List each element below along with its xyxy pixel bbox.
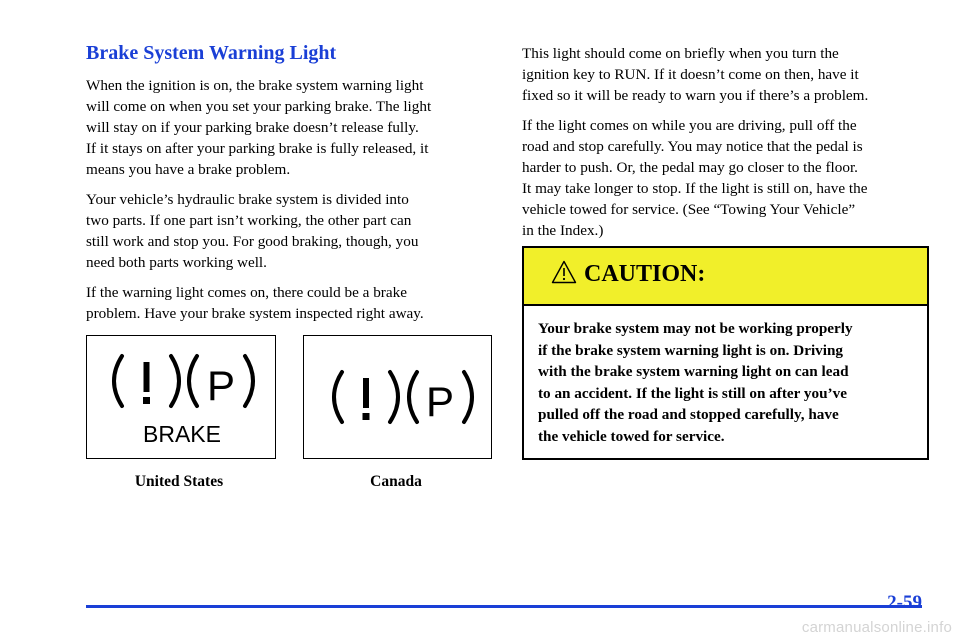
brake-label: BRAKE (143, 421, 221, 447)
footer-rule (86, 605, 922, 608)
caution-box (522, 246, 929, 460)
caution-title: CAUTION: (584, 261, 706, 287)
page-number: 2-59 (887, 592, 922, 613)
paragraph-driving: If the light comes on while you are driving, pull off the road and stop carefully. You may notice that the pedal is harder to push. Or, the pedal may go closer to the floor. It may take longer to stop. If the light is still on, have the vehicle towed for service. (See “Towing Your Vehicle” in the Index.) (522, 117, 868, 239)
caution-text: Your brake system may not be working properly if the brake system warning light is on. Driving with the brake system warning light on can lead to an accident. If the light is still on after you’ve pulled off the road and stopped carefully, have the vehicle towed for service. (538, 320, 853, 445)
right-column (522, 43, 930, 250)
section-title: Brake System Warning Light (86, 42, 337, 64)
brake-warning-symbol-icon (304, 336, 490, 457)
left-column (86, 75, 496, 333)
watermark: carmanualsonline.info (801, 619, 952, 636)
brake-warning-symbol-icon (87, 336, 274, 457)
caption-united-states: United States (134, 473, 224, 490)
warning-triangle-icon (551, 260, 577, 284)
caution-header (524, 248, 927, 306)
paragraph-bulb-check: This light should come on briefly when you turn the ignition key to RUN. If it doesn’t come on then, have it fixed so it will be ready to warn you if there’s a problem. (522, 45, 869, 104)
brake-symbol-us (86, 335, 276, 459)
paragraph-hydraulic: Your vehicle’s hydraulic brake system is divided into two parts. If one part isn’t working, the other part can still work and stop you. For good braking, though, you need both parts working well. (86, 191, 419, 271)
svg-text:P: P (206, 362, 236, 409)
paragraph-inspect: If the warning light comes on, there could be a brake problem. Have your brake system inspected right away. (86, 284, 424, 322)
paragraph-ignition: When the ignition is on, the brake system warning light will come on when you set your parking brake. The light will stay on if your parking brake doesn’t release fully. If it stays on after your parking brake is fully released, it means you have a brake problem. (86, 77, 432, 178)
brake-symbol-canada (303, 335, 492, 459)
caption-canada: Canada (370, 473, 422, 490)
svg-text:P: P (425, 378, 455, 425)
